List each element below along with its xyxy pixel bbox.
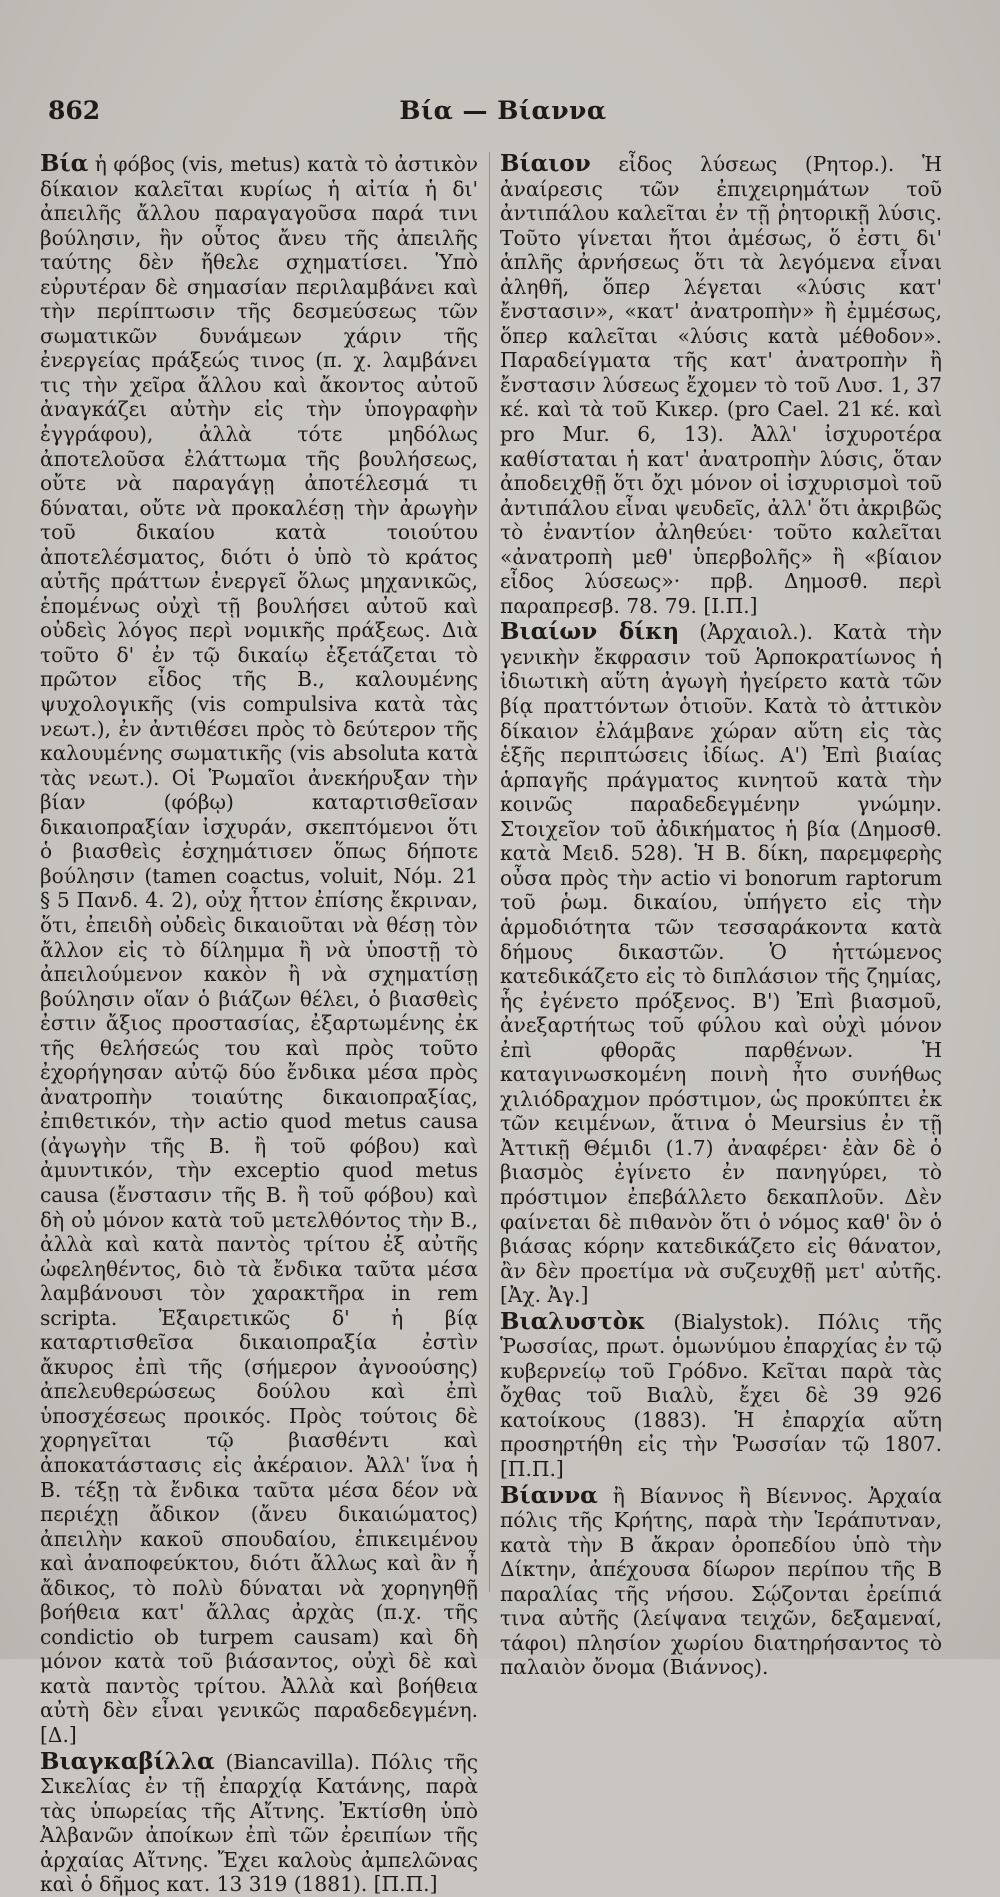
entry-text: (Ἀρχαιολ.). Κατὰ τὴν γενικὴν ἔκφρασιν τοῦ Ἁρποκρατίωνος ἡ ἰδιωτικὴ αὕτη ἀγωγὴ ἠγείρετο κατὰ τῶν βίᾳ πραττόντων ὁτιοῦν. Κατὰ τὸ ἀττικὸν δίκαιον ἐλάμβανε χώραν αὕτη εἰς τὰς ἑξῆς περιπτώσεις ἰδίως. Α') Ἐπὶ βιαίας ἁρπαγῆς πράγματος κινητοῦ κατὰ τὴν κοινῶς παραδεδεγμένην γνώμην. Στοιχεῖον τοῦ ἀδικήματος ἡ βία (Δημοσθ. κατὰ Μειδ. 528). Ἡ Β. δίκη, παρεμφερὴς οὖσα πρὸς τὴν actio vi bonorum raptorum τοῦ ῥωμ. δικαίου, ὑπήγετο εἰς τὴν ἁρμοδιότητα τῶν τεσσαράκοντα κατὰ δήμους δικαστῶν. Ὁ ἡττώμενος κατεδικάζετο εἰς τὸ διπλάσιον τῆς ζημίας, ἧς ἐγένετο πρόξενος. Β') Ἐπὶ βιασμοῦ, ἀνεξαρτήτως τοῦ φύλου καὶ οὐχὶ μόνον ἐπὶ φθορᾶς παρθένων. Ἡ καταγινωσκομένη ποινὴ ἦτο συνήθως χιλιόδραχμον πρόστιμον, ὡς προκύπτει ἐκ τῶν κειμένων, ἅτινα ὁ Meursius ἐν τῇ Ἀττικῇ Θέμιδι (1.7) ἀναφέρει· ἐὰν δὲ ὁ βιασμὸς ἐγίνετο ἐν πανηγύρει, τὸ πρόστιμον ἐπεβάλλετο δεκαπλοῦν. Δὲν φαίνεται δὲ πιθανὸν ὅτι ὁ νόμος καθ' ὃν ὁ βιάσας κόρην κατεδικάζετο εἰς θάνατον, ἂν δὲν προετίμα νὰ συζευχθῇ μετ' αὐτῆς. [Ἀχ. Ἀγ.] — [500, 620, 942, 1308]
entry-bianna — [500, 1481, 942, 1680]
entry-bia — [40, 152, 478, 1748]
entry-text: εἶδος λύσεως (Ρητορ.). Ἡ ἀναίρεσις τῶν ἐπιχειρημάτων τοῦ ἀντιπάλου καλεῖται ἐν τῇ ῥητορικῇ λύσις. Τοῦτο γίνεται ἤτοι ἀμέσως, ὅ ἐστι δι' ἁπλῆς ἀρνήσεως ὅτι τὰ λεγόμενα εἶναι ἀληθῆ, ὅπερ λέγεται «λύσις κατ' ἔνστασιν», «κατ' ἀνατροπὴν» ἢ ἐμμέσως, ὅπερ καλεῖται «λύσις κατὰ μέθοδον». Παραδείγματα τῆς κατ' ἀνατροπὴν ἢ ἔνστασιν λύσεως ἔχομεν τὸ τοῦ Λυσ. 1, 37 κέ. καὶ τὰ τοῦ Κικερ. (pro Cael. 21 κέ. καὶ pro Mur. 6, 13). Ἀλλ' ἰσχυροτέρα καθίσταται ἡ κατ' ἀνατροπὴν λύσις, ὅταν ἀποδειχθῇ ὅτι ὄχι μόνον οἱ ἰσχυρισμοὶ τοῦ ἀντιπάλου εἶναι ψευδεῖς, ἀλλ' ὅτι ἀκριβῶς τὸ ἐναντίον ἀληθεύει· τοῦτο καλεῖται «ἀνατροπὴ μεθ' ὑπερβολῆς» ἢ «βίαιον εἶδος λύσεως»· πρβ. Δημοσθ. περὶ παραπρεσβ. 78. 79. [Ι.Π.] — [500, 152, 942, 618]
entry-biagkavilla — [40, 1747, 479, 1897]
entry-lemma: Βιαίων δίκη — [500, 618, 680, 646]
entry-lemma: Βιαγκαβίλλα — [40, 1747, 215, 1775]
entry-biaion-dike — [500, 620, 942, 1307]
entry-text: ἡ φόβος (vis, metus) κατὰ τὸ ἀστικὸν δίκαιον καλεῖται κυρίως ἡ αἰτία ἡ δι' ἀπειλῆς ἄλλου παραγαγοῦσα παρά τινι βούλησιν, ἣν οὗτος ἄνευ τῆς ἀπειλῆς ταύτης δὲν ἤθελε σχηματίσει. Ὑπὸ εὐρυτέραν δὲ σημασίαν περιλαμβάνει καὶ τὴν περίπτωσιν τῆς δεσμεύσεως τῶν σωματικῶν δυνάμεων χάριν τῆς ἐνεργείας πράξεώς τινος (π. χ. λαμβάνει τις τὴν χεῖρα ἄλλου καὶ ἄκοντος αὐτοῦ ἀναγκάζει αὐτὴν εἰς τὴν ὑπογραφὴν ἐγγράφου), ἀλλὰ τότε μηδόλως ἀποτελοῦσα ἐλάττωμα τῆς βουλήσεως, οὔτε νὰ παραγάγῃ ἀποτέλεσμά τι δύναται, οὔτε νὰ προκαλέσῃ τὴν ἀρωγὴν τοῦ δικαίου κατὰ τοιούτου ἀποτελέσματος, διότι ὁ ὑπὸ τὸ κράτος αὐτῆς πράττων ἐνεργεῖ ὅλως μηχανικῶς, ἑπομένως οὐχὶ τῇ βουλήσει αὐτοῦ καὶ οὐδεὶς λόγος περὶ νομικῆς πράξεως. Διὰ τοῦτο δ' ἐν τῷ δικαίῳ ἐξετάζεται τὸ πρῶτον εἶδος τῆς Β., καλουμένης ψυχολογικῆς (vis compulsiva κατὰ τὰς νεωτ.), ἐν ἀντιθέσει πρὸς τὸ δεύτερον τῆς καλουμένης σωματικῆς (vis absoluta κατὰ τὰς νεωτ.). Οἱ Ῥωμαῖοι ἀνεκήρυξαν τὴν βίαν (φόβῳ) καταρτισθεῖσαν δικαιοπραξίαν ἰσχυράν, σκεπτόμενοι ὅτι ὁ βιασθεὶς ἐσχημάτισεν ὅπως δήποτε βούλησιν (tamen coactus, voluit, Νόμ. 21 § 5 Πανδ. 4. 2), οὐχ ἧττον ἐπίσης ἔκριναν, ὅτι, ἐπειδὴ οὐδεὶς δικαιοῦται νὰ θέσῃ τὸν ἄλλον εἰς τὸ δίλημμα ἢ νὰ ὑποστῇ τὸ ἀπειλούμενον κακὸν ἢ νὰ σχηματίσῃ βούλησιν οἵαν ὁ βιάζων θέλει, ὁ βιασθεὶς ἐστιν ἄξιος προστασίας, ἐξαρτωμένης ἐκ τῆς θελήσεώς του καὶ πρὸς τοῦτο ἐχορήγησαν αὐτῷ δύο ἔνδικα μέσα πρὸς ἀνατροπὴν τοιαύτης δικαιοπραξίας, ἐπιθετικόν, τὴν actio quod metus causa (ἀγωγὴν τῆς Β. ἢ τοῦ φόβου) καὶ ἀμυντικόν, τὴν exceptio quod metus causa (ἔνστασιν τῆς Β. ἢ τοῦ φόβου) καὶ δὴ οὐ μόνον κατὰ τοῦ μετελθόντος τὴν Β., ἀλλὰ καὶ κατὰ παντὸς τρίτου ἐξ αὐτῆς ὠφεληθέντος, διὸ τὰ ἔνδικα ταῦτα μέσα λαμβάνουσι τὸν χαρακτῆρα in rem scripta. Ἐξαιρετικῶς δ' ἡ βίᾳ καταρτισθεῖσα δικαιοπραξία ἐστὶν ἄκυρος ἐπὶ τῆς (σήμερον ἀγνοούσης) ἀπελευθερώσεως δούλου καὶ ἐπὶ ὑποσχέσεως προικός. Πρὸς τούτοις δὲ χορηγεῖται τῷ βιασθέντι καὶ ἀποκατάστασις εἰς ἀκέραιον. Ἀλλ' ἵνα ἡ Β. τέξῃ τὰ ἔνδικα ταῦτα μέσα δέον νὰ περιέχῃ ἄδικον (ἄνευ δικαιώματος) ἀπειλὴν κακοῦ σπουδαίου, ἐπικειμένου καὶ ἀναποφεύκτου, διότι ἄλλως καὶ ἂν ἦ ἄδικος, τὸ πολὺ δύναται νὰ χορηγηθῇ βοήθεια κατ' ἄλλας ἀρχὰς (π.χ. τῆς condictio ob turpem causam) καὶ δὴ μόνον κατὰ τοῦ βιάσαντος, οὐχὶ δὲ καὶ κατὰ παντὸς τρίτου. Ἀλλὰ καὶ βοήθεια αὐτὴ δὲν εἶναι γενικῶς παραδεδεγμένη. [Δ.] — [40, 152, 478, 1747]
entry-lemma: Βίαννα — [500, 1481, 598, 1509]
running-head: Βία — Βίαννα — [399, 96, 607, 125]
entry-bialystok — [500, 1307, 942, 1482]
page-number: 862 — [48, 96, 101, 125]
left-column — [40, 150, 479, 1897]
entry-text: (Bialystok). Πόλις τῆς Ῥωσσίας, πρωτ. ὁμωνύμου ἐπαρχίας ἐν τῷ κυβερνείῳ τοῦ Γρόδνο. Κεῖται παρὰ τὰς ὄχθας τοῦ Βιαλὺ, ἔχει δὲ 39 926 κατοίκους (1883). Ἡ ἐπαρχία αὕτη προσηρτήθη εἰς τὴν Ῥωσσίαν τῷ 1807. [Π.Π.] — [500, 1309, 942, 1481]
right-column — [500, 150, 942, 1680]
entry-lemma: Βίαιον — [500, 150, 591, 177]
entry-lemma: Βία — [40, 150, 89, 177]
column-divider — [489, 152, 490, 1592]
entry-lemma: Βιαλυστὸκ — [500, 1307, 646, 1335]
entry-text: (Biancavilla). Πόλις τῆς Σικελίας ἐν τῇ ἐπαρχίᾳ Κατάνης, παρὰ τὰς ὑπωρείας τῆς Αἴτνης. Ἐκτίσθη ὑπὸ Ἀλβανῶν ἀποίκων ἐπὶ τῶν ἐρειπίων τῆς ἀρχαίας Αἴτνης. Ἔχει καλοὺς ἀμπελῶνας καὶ ὁ δῆμος κατ. 13 319 (1881). [Π.Π.] — [40, 1749, 479, 1897]
entry-text: ἢ Βίαννος ἢ Βίεννος. Ἀρχαία πόλις τῆς Κρήτης, παρὰ τὴν Ἱεράπυτναν, κατὰ τὴν Β ἄκραν ὀροπεδίου ὑπὸ τὴν Δίκτην, ἀπέχουσα δίωρον περίπου τῆς Β παραλίας τῆς νήσου. Σῴζονται ἐρείπιά τινα αὐτῆς (λείψανα τειχῶν, δεξαμεναί, τάφοι) πλησίον χωρίου διατηρήσαντος τὸ παλαιὸν ὄνομα (Βιάννος). — [500, 1483, 942, 1680]
page-header — [38, 96, 968, 136]
entry-biaion — [500, 152, 942, 618]
